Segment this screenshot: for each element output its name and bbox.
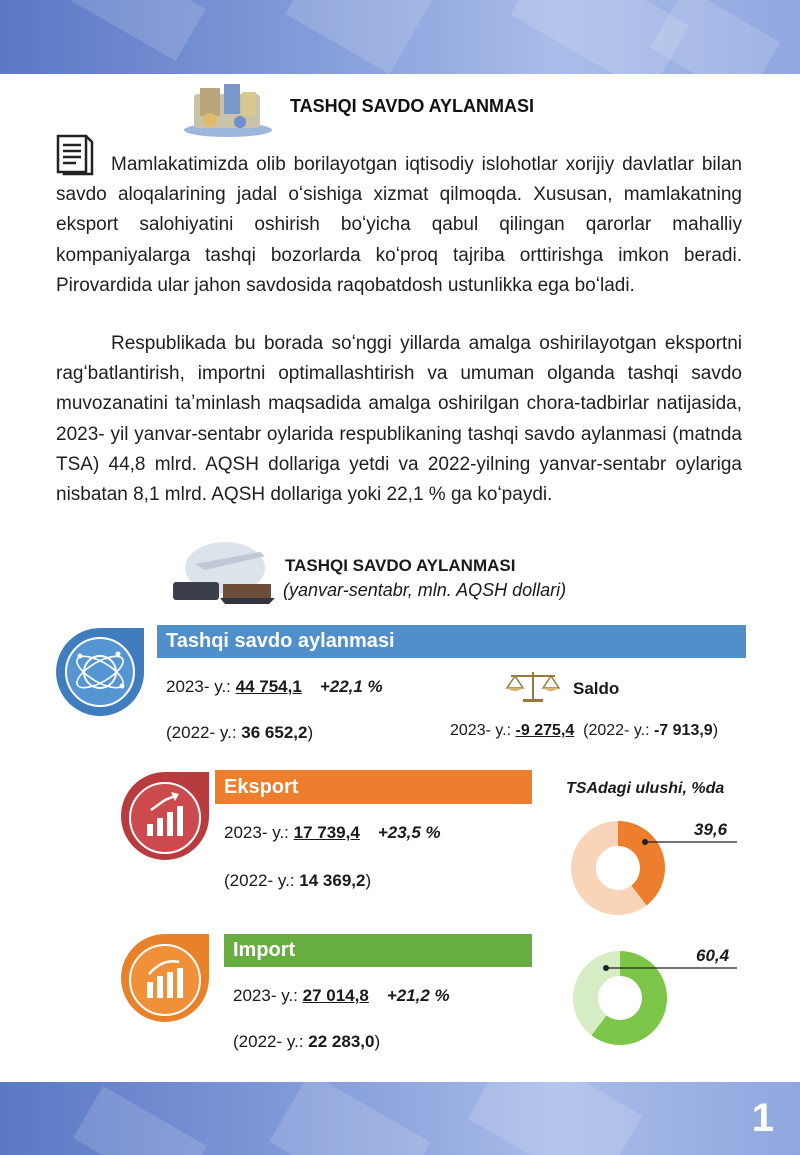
transport-illustration-icon xyxy=(165,538,280,606)
export-chart-icon xyxy=(117,770,213,862)
balance-scale-icon xyxy=(505,668,561,704)
results-paragraph: Respublikada bu borada soʻnggi yillarda amalga oshirilayotgan eksportni ragʻbatlantirish, importni optimallashtirish va umuman olganda tashqi savdo muvozanatini taʼminlash maqsadida amalga oshirilgan chora-tadbirlar natijasida, 2023- yil yanvar-sentabr oylarida respublikaning tashqi savdo aylanmasi (matnda TSA) 44,8 mlrd. AQSH dollariga yetdi va 2022-yilning yanvar-sentabr oylariga nisbatan 8,1 mlrd. AQSH dollariga yoki 22,1 % ga koʻpaydi. xyxy=(56,333,742,506)
export-growth: +23,5 % xyxy=(377,823,441,842)
infographic-subtitle: (yanvar-sentabr, mln. AQSH dollari) xyxy=(283,580,567,600)
saldo-2023-value: -9 275,4 xyxy=(515,722,575,739)
export-2023-value: 17 739,4 xyxy=(293,823,360,842)
import-2023-value: 27 014,8 xyxy=(302,986,369,1005)
import-chart-icon xyxy=(117,932,213,1024)
turnover-2023-line: 2023- y.: 44 754,1 +22,1 % xyxy=(166,677,383,696)
trade-illustration-icon xyxy=(180,80,275,138)
import-2022-line: (2022- y.: 22 283,0) xyxy=(233,1032,381,1051)
export-2023-line: 2023- y.: 17 739,4 +23,5 % xyxy=(224,823,441,842)
turnover-growth: +22,1 % xyxy=(319,677,383,696)
page-heading: TASHQI SAVDO AYLANMASI xyxy=(290,96,535,116)
globe-network-icon xyxy=(52,626,148,716)
export-header-bar: Eksport xyxy=(215,770,532,804)
import-growth: +21,2 % xyxy=(386,986,450,1005)
turnover-header-bar: Tashqi savdo aylanmasi xyxy=(157,625,746,658)
export-share-donut xyxy=(568,818,668,918)
import-header-bar: Import xyxy=(224,934,532,967)
turnover-2023-value: 44 754,1 xyxy=(235,677,302,696)
saldo-label: Saldo xyxy=(573,679,620,698)
export-2022-line: (2022- y.: 14 369,2) xyxy=(224,871,372,890)
saldo-2022-value: -7 913,9 xyxy=(653,722,713,739)
top-banner xyxy=(0,0,800,74)
export-share-value: 39,6 xyxy=(694,820,728,839)
import-2023-line: 2023- y.: 27 014,8 +21,2 % xyxy=(233,986,450,1005)
page-number: 1 xyxy=(751,1096,774,1140)
share-title: TSAdagi ulushi, %da xyxy=(566,780,725,797)
turnover-2022-line: (2022- y.: 36 652,2) xyxy=(166,723,314,742)
infographic-title: TASHQI SAVDO AYLANMASI xyxy=(285,556,516,575)
import-share-value: 60,4 xyxy=(696,946,730,965)
intro-paragraph: Mamlakatimizda olib borilayotgan iqtisodiy islohotlar xorijiy davlatlar bilan savdo aloqalarining jadal oʻsishiga xizmat qilmoqda. Xususan, mamlakatning eksport salohiyatini oshirish boʻyicha qabul qilingan qarorlar mahalliy kompaniyalarga tashqi bozorlarda koʻproq tajriba orttirishga imkon beradi. Pirovardida ular jahon savdosida raqobatdosh ustunlikka ega boʻladi. xyxy=(56,154,742,296)
bottom-banner xyxy=(0,1082,800,1155)
saldo-line: 2023- y.: -9 275,4 (2022- y.: -7 913,9) xyxy=(450,722,719,739)
